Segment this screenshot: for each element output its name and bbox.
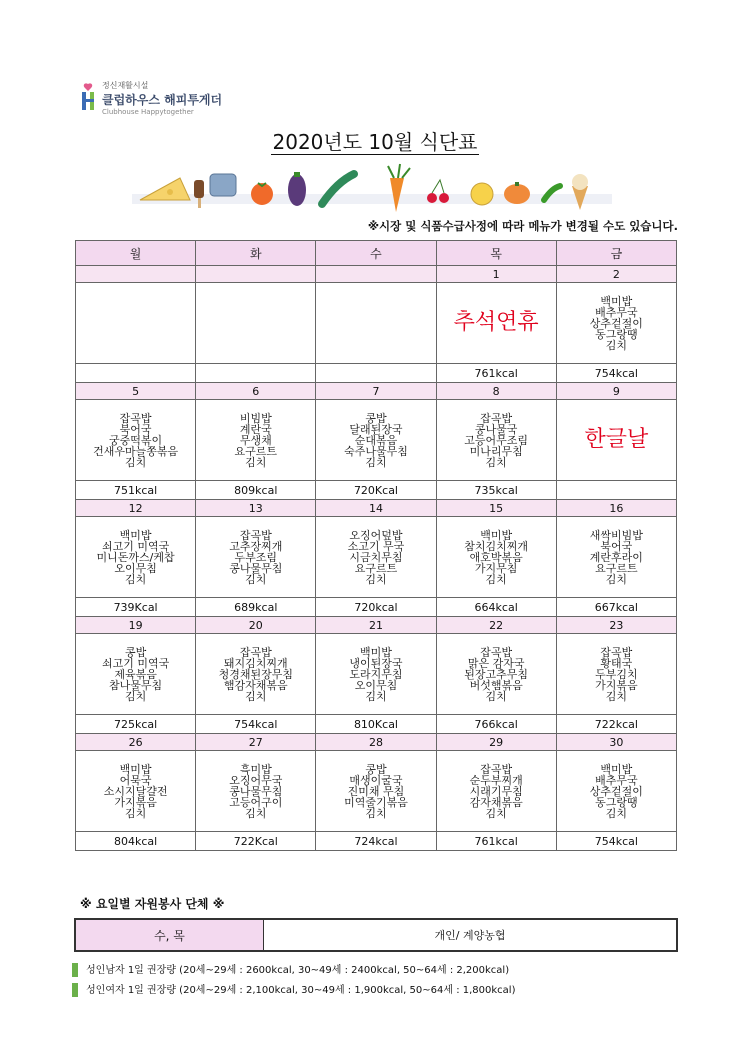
meal-cell [556,634,676,715]
meal-cell [556,517,676,598]
volunteer-day: 수, 목 [75,919,264,951]
menu-item: 미니돈까스/케찹 [96,550,175,564]
menu-item: 김치 [245,689,267,703]
meal-row [76,751,677,832]
date-cell: 30 [556,734,676,751]
meal-cell [76,751,196,832]
menu-item: 김치 [485,455,507,469]
menu-item: 황태국 [600,656,633,670]
volunteer-table [74,918,678,952]
kcal-cell: 754kcal [196,715,316,734]
menu-item: 쇠고기 미역국 [101,539,170,553]
menu-item: 돼지김치찌개 [223,656,288,670]
kcal-cell [556,481,676,500]
meal-row [76,634,677,715]
menu-item: 맑은 감자국 [467,656,525,670]
menu-item: 달래된장국 [349,422,403,436]
meal-cell [316,751,436,832]
menu-item: 쇠고기 미역국 [101,656,170,670]
kcal-cell: 725kcal [76,715,196,734]
bamboo-icon [72,983,78,997]
date-row [76,383,677,400]
date-cell: 12 [76,500,196,517]
female-recommendation-text: 성인여자 1일 권장량 (20세~29세 : 2,100kcal, 30~49세 : 1,900kcal, 50~64세 : 1,800kcal) [86,985,516,996]
tomato-icon [251,183,273,205]
date-cell [76,266,196,283]
menu-item: 콩나물무침 [229,784,283,798]
meal-cell [556,400,676,481]
date-row [76,500,677,517]
menu-item: 백미밥 [119,762,152,776]
date-cell: 7 [316,383,436,400]
meal-cell [196,517,316,598]
date-cell: 21 [316,617,436,634]
menu-item: 북어국 [600,539,633,553]
menu-item: 궁중떡볶이 [109,433,163,447]
ice-cream-icon [572,174,588,210]
menu-item: 새싹비빔밥 [589,528,643,542]
kcal-row [76,715,677,734]
menu-item: 콩밥 [124,645,147,659]
date-cell [196,266,316,283]
menu-item: 오이무침 [114,561,157,575]
meal-cell [76,400,196,481]
menu-item: 김치 [605,572,627,586]
menu-item: 된장고추무침 [464,667,529,681]
menu-item: 콩밥 [365,411,387,425]
kcal-cell: 754kcal [556,364,676,383]
menu-item: 감자채볶음 [469,795,523,809]
menu-item: 김치 [245,806,267,820]
menu-item: 김치 [605,806,627,820]
menu-item: 김치 [245,572,267,586]
menu-item: 고등어무조림 [464,433,529,447]
date-cell: 6 [196,383,316,400]
weekday-header: 목 [436,241,556,266]
weekday-header: 월 [76,241,196,266]
meal-cell [436,634,556,715]
menu-item: 햄감자채볶음 [223,678,288,692]
date-cell: 16 [556,500,676,517]
meal-cell [76,283,196,364]
menu-item: 요구르트 [234,444,278,458]
kcal-cell: 735kcal [436,481,556,500]
menu-item: 동그랑땡 [595,795,638,809]
menu-item: 비빔밥 [239,411,272,425]
apple-icon [471,183,493,205]
menu-item: 김치 [365,572,387,586]
menu-item: 김치 [485,806,507,820]
menu-item: 소고기 무국 [347,539,405,553]
meal-cell [436,751,556,832]
kcal-cell: 722kcal [556,715,676,734]
clubhouse-logo [80,78,240,118]
menu-item: 가지볶음 [114,795,157,809]
meal-cell [76,517,196,598]
volunteer-row [75,919,677,951]
date-cell: 13 [196,500,316,517]
menu-item: 미역줄기볶음 [344,795,408,809]
date-cell: 28 [316,734,436,751]
kcal-cell: 724kcal [316,832,436,851]
female-recommendation [72,981,515,997]
menu-item: 콩나물무침 [229,561,283,575]
kcal-cell: 720Kcal [316,481,436,500]
date-row [76,617,677,634]
page-title-wrap [0,126,750,155]
date-cell: 22 [436,617,556,634]
meal-cell [76,634,196,715]
page-title: 2020년도 10월 식단표 [272,130,478,154]
logo-english: Clubhouse Happytogether [102,108,194,116]
meal-cell [316,283,436,364]
menu-item: 김치 [124,455,147,469]
kcal-cell: 720kcal [316,598,436,617]
menu-item: 동그랑땡 [595,327,638,341]
meal-cell [196,751,316,832]
meal-row [76,283,677,364]
menu-item: 상추겉절이 [589,316,643,330]
menu-item: 콩나물국 [474,422,518,436]
meal-cell [436,517,556,598]
kcal-cell: 689kcal [196,598,316,617]
date-cell: 27 [196,734,316,751]
menu-item: 상추겉절이 [589,784,643,798]
kcal-row [76,598,677,617]
menu-item: 숙주나물무침 [344,444,408,458]
kcal-row [76,364,677,383]
menu-change-notice: ※시장 및 식품수급사정에 따라 메뉴가 변경될 수도 있습니다. [367,219,678,233]
menu-item: 김치 [124,806,147,820]
menu-item: 김치 [605,338,627,352]
menu-item: 두부김치 [595,667,638,681]
menu-item: 배추무국 [595,305,638,319]
date-cell: 9 [556,383,676,400]
lunchbox-icon [210,174,236,196]
menu-item: 도라지무침 [349,667,403,681]
eggplant-icon [288,172,306,206]
weekday-header: 수 [316,241,436,266]
kcal-cell: 751kcal [76,481,196,500]
menu-item: 김치 [605,689,627,703]
kcal-cell: 761kcal [436,364,556,383]
menu-item: 흑미밥 [239,762,272,776]
meal-cell [556,283,676,364]
meal-row [76,400,677,481]
menu-item: 요구르트 [595,561,638,575]
meal-cell [316,634,436,715]
menu-item: 버섯햄볶음 [469,678,523,692]
kcal-cell [316,364,436,383]
menu-item: 김치 [365,806,387,820]
menu-item: 매생이굴국 [349,773,403,787]
menu-item: 김치 [485,689,507,703]
kcal-cell: 761kcal [436,832,556,851]
cheese-icon [140,178,190,200]
food-illustration-banner [132,160,612,216]
menu-item: 냉이된장국 [349,656,403,670]
date-cell: 26 [76,734,196,751]
menu-item: 순대볶음 [354,433,398,447]
date-cell: 8 [436,383,556,400]
date-cell: 29 [436,734,556,751]
menu-item: 가지볶음 [595,678,638,692]
carrot-icon [388,164,410,212]
menu-item: 백미밥 [360,645,392,659]
meal-cell [196,400,316,481]
date-cell: 5 [76,383,196,400]
date-row [76,266,677,283]
kcal-cell: 810Kcal [316,715,436,734]
menu-item: 김치 [365,455,387,469]
menu-item: 참나물무침 [109,678,163,692]
meal-cell [316,517,436,598]
menu-item: 북어국 [119,422,152,436]
menu-item: 오징어무국 [229,773,283,787]
menu-item: 고등어구이 [229,795,283,809]
weekday-header: 금 [556,241,676,266]
kcal-cell: 766kcal [436,715,556,734]
menu-item: 김치 [485,572,507,586]
meal-cell [196,634,316,715]
menu-item: 계란후라이 [589,550,643,564]
menu-item: 김치 [245,455,267,469]
menu-item: 배추무국 [595,773,638,787]
meal-cell [196,283,316,364]
menu-table [75,240,677,851]
menu-item: 잡곡밥 [480,762,513,776]
menu-item: 잡곡밥 [239,528,272,542]
weekday-header: 화 [196,241,316,266]
date-row [76,734,677,751]
menu-item: 무생채 [239,433,272,447]
menu-item: 오징어덮밥 [349,528,403,542]
date-cell: 1 [436,266,556,283]
kcal-cell: 804kcal [76,832,196,851]
pumpkin-icon [504,182,530,204]
menu-item: 김치 [124,689,147,703]
date-cell: 20 [196,617,316,634]
menu-item: 소시지달걀전 [103,784,168,798]
menu-item: 잡곡밥 [600,645,633,659]
date-cell: 2 [556,266,676,283]
menu-item: 잡곡밥 [239,645,272,659]
meal-row [76,517,677,598]
menu-item: 시래기무침 [469,784,523,798]
kcal-cell: 664kcal [436,598,556,617]
kcal-row [76,832,677,851]
menu-item: 백미밥 [600,762,633,776]
menu-item: 김치 [365,689,387,703]
menu-item: 참치김치찌개 [464,539,529,553]
menu-item: 요구르트 [354,561,398,575]
menu-item: 백미밥 [119,528,152,542]
meal-cell [316,400,436,481]
volunteer-heading: ※ 요일별 자원봉사 단체 ※ [80,897,225,911]
kcal-cell: 667kcal [556,598,676,617]
menu-item: 미나리무침 [469,444,523,458]
logo-subtitle: 정신재활시설 [102,81,149,90]
kcal-cell: 754kcal [556,832,676,851]
male-recommendation [72,961,509,977]
holiday-label: 한글날 [584,427,649,452]
date-cell: 14 [316,500,436,517]
date-cell: 15 [436,500,556,517]
bamboo-icon [72,963,78,977]
kcal-cell: 809kcal [196,481,316,500]
meal-cell [436,283,556,364]
menu-item: 잡곡밥 [480,645,513,659]
menu-item: 두부조림 [234,550,278,564]
menu-item: 진미채 무침 [347,784,405,798]
date-cell: 23 [556,617,676,634]
menu-item: 고추장찌개 [229,539,283,553]
menu-item: 가지무침 [474,561,518,575]
meal-cell [556,751,676,832]
kcal-cell [76,364,196,383]
logo-name: 클럽하우스 해피투게더 [102,93,223,107]
kcal-row [76,481,677,500]
menu-item: 백미밥 [480,528,513,542]
menu-item: 계란국 [239,422,272,436]
menu-item: 백미밥 [600,294,633,308]
menu-item: 콩밥 [365,762,387,776]
menu-item: 잡곡밥 [119,411,152,425]
menu-item: 김치 [124,572,147,586]
menu-item: 시금치무침 [349,550,403,564]
meal-cell [436,400,556,481]
menu-item: 청경채된장무침 [218,667,293,681]
logo-h-icon [80,82,96,112]
holiday-label: 추석연휴 [453,310,539,335]
volunteer-group: 개인/ 계양농협 [264,919,678,951]
menu-item: 제육볶음 [114,667,157,681]
menu-item: 어묵국 [119,773,152,787]
date-cell: 19 [76,617,196,634]
menu-item: 순두부찌개 [469,773,523,787]
menu-item: 잡곡밥 [480,411,513,425]
weekday-header-row [76,241,677,266]
male-recommendation-text: 성인남자 1일 권장량 (20세~29세 : 2600kcal, 30~49세 : 2400kcal, 50~64세 : 2,200kcal) [86,965,510,976]
kcal-cell [196,364,316,383]
menu-item: 애호박볶음 [469,550,523,564]
menu-item: 오이무침 [354,678,398,692]
date-cell [316,266,436,283]
menu-item: 건새우마늘쫑볶음 [93,444,179,458]
kcal-cell: 739Kcal [76,598,196,617]
kcal-cell: 722Kcal [196,832,316,851]
